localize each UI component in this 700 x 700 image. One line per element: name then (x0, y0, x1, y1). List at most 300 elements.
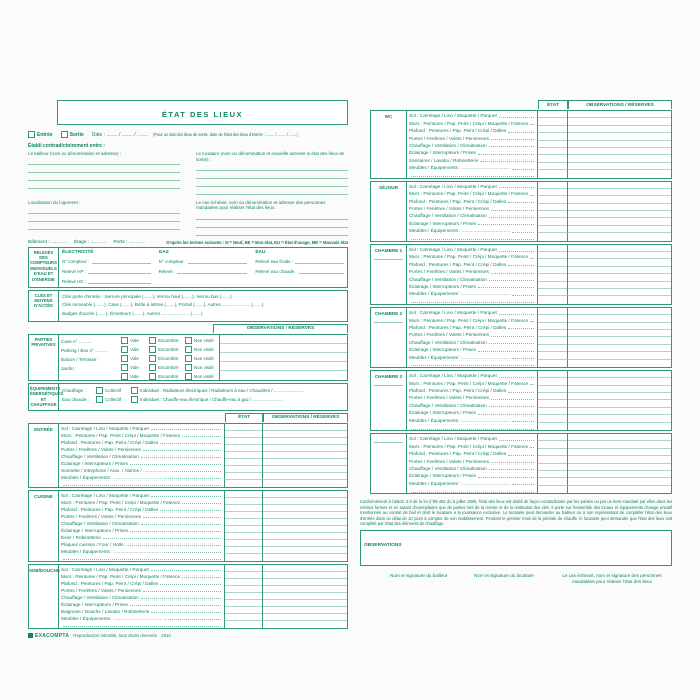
room-row-label: Chauffage / Ventilation / Climatisation (59, 595, 224, 600)
room-row-label (59, 485, 224, 487)
checkbox[interactable] (96, 396, 103, 403)
etat-cell[interactable] (537, 360, 567, 367)
checkbox[interactable] (185, 346, 192, 353)
room-row-label: Plafond : Peintures / Pap. Peint / Crépi / Dalles (59, 581, 224, 586)
checkbox-label: Encombré (158, 364, 179, 370)
entree-label: Entrée (37, 131, 53, 138)
observations-cell[interactable] (219, 361, 347, 371)
room-name: SÉJOUR (379, 184, 398, 190)
meter-field-line[interactable] (92, 257, 151, 265)
checkbox[interactable] (185, 355, 192, 362)
equipment-rows (59, 384, 347, 410)
localisation-line[interactable] (28, 222, 180, 230)
room-row-label: Plafond : Peintures / Pap. Peint / Crépi / Dalles (407, 262, 537, 267)
meter-field-line[interactable] (88, 276, 150, 284)
keys-section (28, 290, 348, 322)
room-row-label: Chauffage / Ventilation / Climatisation (59, 454, 224, 459)
meter-field-line[interactable] (295, 257, 344, 265)
room-row-label: Meubles / Équipements : ..................................... (407, 291, 537, 296)
room-row-label: Éclairage / Interrupteurs / Prises (407, 150, 537, 155)
locataire-block (196, 151, 348, 195)
keys-lines (59, 291, 347, 321)
checkbox-group (131, 396, 283, 403)
room-row-label: Murs : Peintures / Pap. Peint / Crépi / Moquette / Faïence (59, 500, 224, 505)
room-row-blank (407, 170, 671, 177)
sortie-checkbox[interactable] (61, 131, 68, 138)
room-row-label: Sol : Carrelage / Lino / Moquette / Parquet (407, 247, 537, 252)
room-row-blank (407, 233, 671, 240)
checkbox-group (96, 387, 121, 394)
bailleur-label: Le bailleur (nom ou dénomination et adresse) : (28, 151, 122, 156)
room-section (370, 433, 672, 494)
private-areas-rows (59, 335, 347, 380)
form-title-box (57, 100, 348, 125)
room-row-label: Sol : Carrelage / Lino / Moquette / Parquet (59, 567, 224, 572)
room-row-blank (407, 296, 671, 303)
room-label (371, 111, 407, 178)
room-row-label: Sol : Carrelage / Lino / Moquette / Parquet (407, 436, 537, 441)
checkbox-group (121, 355, 149, 362)
checkbox-label: Individuel : Chauffe-eau électrique / Chauffe-eau à gaz / ........................ (140, 396, 283, 402)
checkbox-label: Encombré (158, 355, 179, 361)
observations-cell[interactable] (219, 371, 347, 380)
bailleur-line[interactable] (28, 182, 180, 190)
left-rooms (28, 423, 348, 629)
porte-field[interactable]: Porte : ............ (113, 239, 145, 245)
checkbox-label: Collectif (105, 396, 122, 402)
meter-field-label: N° compteur : (62, 259, 90, 265)
room-row-label: Meubles / Équipements : ..................................... (407, 418, 537, 423)
observations-cell[interactable] (262, 472, 347, 480)
bailleur-block (28, 151, 180, 195)
room-row-label: Chauffage / Ventilation / Climatisation (59, 521, 224, 526)
keys-section-label: CLÉS ET MOYENS D'ACCÈS (29, 291, 59, 321)
checkbox-label: Non visité (194, 364, 214, 370)
checkbox[interactable] (131, 387, 138, 394)
room-row-label: Meubles / Équipements : ..................................... (59, 616, 224, 621)
room-row-label: Chauffage / Ventilation / Climatisation (407, 403, 537, 408)
checkbox[interactable] (149, 337, 156, 344)
room-row-label: Chauffage / Ventilation / Climatisation (407, 277, 537, 282)
checkbox-group (185, 337, 219, 344)
etat-cell[interactable] (537, 486, 567, 493)
condition-legend: D'après les termes suivants : N = Neuf, BE = Bon état, EU = État d'usage, ME = Mauvais état (166, 239, 348, 245)
room-section (370, 244, 672, 305)
meter-column (62, 250, 151, 284)
localisation-label: Localisation du logement : (28, 199, 81, 205)
meter-field-line[interactable] (88, 266, 151, 274)
room-row (407, 478, 671, 485)
room-row-label: Chauffage / Ventilation / Climatisation (407, 466, 537, 471)
private-area-label: Jardin : (61, 365, 77, 371)
room-row (407, 289, 671, 296)
room-row-label (407, 429, 537, 431)
etat-cell[interactable] (537, 423, 567, 430)
bailleur-line[interactable] (28, 174, 180, 182)
room-row-label: Meubles / Équipements : ..................................... (407, 481, 537, 486)
room-row-label: Sol : Carrelage / Lino / Moquette / Parquet (407, 310, 537, 315)
checkbox[interactable] (149, 355, 156, 362)
page-title: ÉTAT DES LIEUX (161, 109, 244, 119)
room-row-label: Éclairage / Interrupteurs / Prises (407, 473, 537, 478)
checkbox-label: Encombré (158, 337, 179, 343)
etabli-label: Établi contradictoirement entre : (28, 143, 105, 149)
room-row-label: Meubles / Équipements : ..................................... (59, 549, 224, 554)
meter-column (159, 250, 248, 284)
room-row-label: Plafond : Peintures / Pap. Peint / Crépi / Dalles (407, 325, 537, 330)
left-table-header (28, 413, 348, 422)
room-section (28, 564, 348, 629)
etat-cell[interactable] (224, 480, 262, 487)
etat-cell[interactable] (537, 477, 567, 485)
building-row (28, 240, 348, 245)
checkbox-group (149, 337, 185, 344)
private-area-label: Balcon / Terrasse : (61, 356, 99, 362)
bailleur-line[interactable] (28, 166, 180, 174)
observations-cell[interactable] (262, 554, 347, 561)
equipment-label: Eau chaude : (62, 396, 90, 402)
observations-column-header: OBSERVATIONS / RÉSERVES (263, 413, 348, 422)
meters-columns (59, 248, 347, 287)
room-rows (407, 182, 671, 241)
room-row-label: Murs : Peintures / Pap. Peint / Crépi / Moquette / Faïence (407, 121, 537, 126)
meter-column (255, 250, 344, 284)
signatures-row (360, 573, 672, 585)
localisation-line[interactable] (28, 206, 180, 214)
observations-cell[interactable] (567, 414, 671, 422)
room-row-label: Chauffage / Ventilation / Climatisation (407, 213, 537, 218)
room-row-label: Portes / Fenêtres / Volets / Persiennes (407, 459, 537, 464)
room-row-label (407, 239, 537, 241)
room-row-label: Éclairage / Interrupteurs / Prises (59, 602, 224, 607)
room-section (370, 307, 672, 368)
observations-cell[interactable] (567, 351, 671, 359)
room-name: WC (384, 114, 393, 119)
meter-field (62, 276, 151, 284)
observations-cell[interactable] (262, 613, 347, 621)
room-section (370, 110, 672, 179)
observations-cell[interactable] (567, 423, 671, 430)
room-row (407, 163, 671, 170)
room-row-label: Portes / Fenêtres / Volets / Persiennes (407, 332, 537, 337)
checkbox-group (185, 346, 219, 353)
footer (28, 633, 348, 639)
checkbox-label: Vide (130, 337, 139, 343)
page-right (360, 100, 672, 639)
room-row-label: Éclairage / Interrupteurs / Prises (407, 284, 537, 289)
batiment-field[interactable]: Bâtiment : ............ (28, 239, 67, 245)
meter-field (255, 266, 344, 274)
room-row-label: Sol : Carrelage / Lino / Moquette / Parquet (407, 113, 537, 118)
observations-cell[interactable] (567, 486, 671, 493)
meter-title: ÉLECTRICITÉ (62, 249, 94, 255)
mandataires-label: Le cas échéant, nom ou dénomination et adresse des personnes mandatées pour réaliser l'état des lieux : (196, 199, 326, 211)
room-row-label: Murs : Peintures / Pap. Peint / Crépi / Moquette / Faïence (407, 318, 537, 323)
room-rows (59, 491, 347, 561)
etage-field[interactable]: Étage : ............ (73, 239, 107, 245)
room-row-label (407, 365, 537, 367)
meter-title: EAU (255, 249, 266, 255)
room-section (28, 423, 348, 488)
room-row-blank (59, 621, 347, 628)
meter-field (159, 266, 248, 274)
etat-column-header: ÉTAT (538, 100, 568, 109)
checkbox-label: Encombré (158, 373, 179, 379)
checkbox-group (121, 364, 149, 371)
checkbox-group (149, 364, 185, 371)
legal-text: Conformément à l'article 3-2 de la loi n°89-462 du 6 juillet 1989, l'état des lieux est établi de façon contradictoire par les parties ou par un tiers mandaté par elles dans les mêmes formes et en autant d'exemplaires que de parties lors de la remise et de la restitution des clés. Il porte sur l'ensemble des locaux et équipements d'usage privatif mentionnés au contrat de bail et dont le locataire a la jouissance exclusive. Le locataire peut demander au bailleur ou à son représentant de compléter l'état des lieux d'entrée dans un délai de 10 jours à compter de son établissement. Pendant le premier mois de la période de chauffe, le locataire peut demander que l'état des lieux soit complété par l'état des éléments de chauffage. (360, 499, 672, 526)
mandataires-line[interactable] (196, 220, 348, 228)
room-row-label: Chauffage / Ventilation / Climatisation (407, 340, 537, 345)
equipment-label: Chauffage : (62, 387, 86, 393)
etat-cell[interactable] (537, 170, 567, 177)
checkbox-group (149, 373, 185, 380)
checkbox-group (185, 364, 219, 371)
room-row-label: Éclairage / Interrupteurs / Prises (407, 347, 537, 352)
room-rows (59, 565, 347, 628)
room-row (407, 352, 671, 359)
room-row-label (59, 559, 224, 561)
checkbox[interactable] (185, 364, 192, 371)
room-row-label (407, 302, 537, 304)
scanned-form (28, 100, 672, 639)
observations-column-header: OBSERVATIONS / RÉSERVES (568, 100, 672, 109)
checkbox-group (121, 373, 149, 380)
observations-cell[interactable] (567, 360, 671, 367)
checkbox[interactable] (185, 337, 192, 344)
observations-cell[interactable] (567, 296, 671, 303)
etat-cell[interactable] (537, 351, 567, 359)
etat-cell[interactable] (537, 296, 567, 303)
room-row-label: Murs : Peintures / Pap. Peint / Crépi / Moquette / Faïence (59, 574, 224, 579)
meter-field (62, 257, 151, 265)
private-area-label: Parking / Box n° .......... (61, 347, 109, 353)
entree-checkbox[interactable] (28, 131, 35, 138)
room-row-label (407, 176, 537, 178)
room-label (371, 308, 407, 367)
room-row-label: Sonnette / Interphone / Auto. / Alarme / ..................... (59, 468, 224, 473)
observations-cell[interactable] (262, 480, 347, 487)
room-row-label: Plafond : Peintures / Pap. Peint / Crépi / Dalles (59, 440, 224, 445)
checkbox-label: Non visité (194, 346, 214, 352)
room-label (371, 371, 407, 430)
etat-cell[interactable] (537, 233, 567, 240)
header-spacer (370, 100, 538, 109)
room-row-label: Sanitaires / Lavabo / Robinetterie (407, 158, 537, 163)
room-name-line[interactable] (374, 317, 403, 323)
etat-column-header: ÉTAT (225, 413, 263, 422)
etat-cell[interactable] (537, 414, 567, 422)
room-row-label: Murs : Peintures / Pap. Peint / Crépi / Moquette / Faïence (407, 254, 537, 259)
checkbox[interactable] (131, 396, 138, 403)
bailleur-signature-label: Nom et signature du bailleur (390, 573, 448, 579)
parties-identification (28, 151, 348, 195)
observations-cell[interactable] (262, 621, 347, 628)
checkbox-group (185, 373, 219, 380)
equipment-row (62, 395, 344, 404)
meter-field-line[interactable] (188, 257, 247, 265)
locataire-line[interactable] (196, 163, 348, 171)
checkbox[interactable] (121, 364, 128, 371)
exit-date-note: (Pour un état des lieux de sortie, date de l'état des lieux d'entrée : ........ / ........ / ........) (153, 132, 299, 137)
room-name: CHAMBRE 3 (374, 373, 403, 379)
meter-field (255, 257, 344, 265)
checkbox-group (96, 396, 121, 403)
mandataires-line[interactable] (196, 212, 348, 220)
meter-field-label: N° compteur : (158, 259, 187, 265)
locataire-line[interactable] (196, 187, 348, 195)
room-row-blank (407, 360, 671, 367)
mandataires-signature-label: Le cas échéant, nom et signature des personnes mandatées pour réaliser l'état des lieux (562, 573, 662, 585)
room-row-label: Murs : Peintures / Pap. Peint / Crépi / Moquette / Faïence (407, 191, 537, 196)
meters-section-label: RELEVÉS DES COMPTEURS INDIVIDUELS D'EAU ET D'ÉNERGIE (29, 248, 59, 287)
checkbox-label: Non visité (194, 373, 214, 379)
observations-cell[interactable] (262, 546, 347, 554)
checkbox[interactable] (121, 346, 128, 353)
etat-cell[interactable] (537, 225, 567, 233)
entry-type-row (28, 131, 348, 138)
room-section (370, 370, 672, 431)
checkbox[interactable] (121, 355, 128, 362)
room-row-label: Sol : Carrelage / Lino / Moquette / Parquet (59, 426, 224, 431)
checkbox[interactable] (149, 346, 156, 353)
room-label (371, 245, 407, 304)
right-rooms (370, 110, 672, 494)
room-section (28, 490, 348, 562)
observations-cell[interactable] (567, 225, 671, 233)
locataire-label: Le locataire (nom ou dénomination et nouvelle adresse si état des lieux de sortie) : (196, 151, 345, 162)
bailleur-line[interactable] (28, 158, 180, 166)
room-row-label (59, 626, 224, 628)
room-label (371, 182, 407, 241)
room-row (59, 547, 347, 554)
room-label (29, 424, 59, 487)
observations-cell[interactable] (567, 477, 671, 485)
room-label (29, 565, 59, 628)
equipment-section-label: ÉQUIPEMENTS ÉNERGÉTIQUES ET CHAUFFAGE (29, 384, 59, 410)
location-mandataires (28, 200, 348, 236)
room-name-line[interactable] (374, 254, 403, 260)
meter-field-label: Relevé HC : (62, 278, 87, 284)
etat-cell[interactable] (224, 621, 262, 628)
meter-field-line[interactable] (299, 266, 344, 274)
footer-notice: Reproduction interdite, tous droits réservés (73, 633, 157, 639)
room-row-label: Meubles / Équipements : ..................................... (407, 355, 537, 360)
room-row-label: Portes / Fenêtres / Volets / Persiennes (407, 136, 537, 141)
checkbox-group (185, 355, 219, 362)
private-area-label: Cave n° .......... (61, 338, 92, 344)
checkbox[interactable] (96, 387, 103, 394)
checkbox[interactable] (121, 337, 128, 344)
room-rows (59, 424, 347, 487)
room-row-label: Meubles / Équipements : ..................................... (407, 165, 537, 170)
etat-cell[interactable] (224, 554, 262, 561)
room-label (29, 491, 59, 561)
room-row-label: Plaques cuisson / Four / Hotte (59, 542, 224, 547)
meter-field-label: Relevé HP : (62, 268, 86, 274)
checkbox-label: Collectif (105, 387, 122, 393)
checkbox-group (131, 387, 304, 394)
room-row-label: Portes / Fenêtres / Volets / Persiennes (407, 395, 537, 400)
room-rows (407, 308, 671, 367)
private-area-row (59, 371, 347, 380)
checkbox-group (121, 346, 149, 353)
etat-cell[interactable] (224, 546, 262, 554)
room-row-blank (59, 480, 347, 487)
room-row-label: Murs : Peintures / Pap. Peint / Crépi / Moquette / Faïence (407, 381, 537, 386)
room-name-line[interactable] (374, 380, 403, 386)
private-areas-section (28, 334, 348, 381)
mandataires-line[interactable] (196, 228, 348, 236)
room-row-label: Éclairage / Interrupteurs / Prises (59, 461, 224, 466)
room-row-label: Éclairage / Interrupteurs / Prises (59, 528, 224, 533)
keys-line: Clés porte d'entrée : Serrure principale (.......), Verrou haut (.......), Verrou bas (.......) (62, 293, 232, 299)
date-field[interactable]: Date : ........ / ........ / ........ (91, 131, 149, 138)
mandataires-block (196, 200, 348, 236)
checkbox-label: Vide (130, 373, 139, 379)
room-row-label: Éclairage / Interrupteurs / Prises (407, 410, 537, 415)
checkbox-group (149, 346, 185, 353)
etat-cell[interactable] (224, 472, 262, 480)
etat-cell[interactable] (537, 288, 567, 296)
room-row-label: Portes / Fenêtres / Volets / Persiennes (59, 447, 224, 452)
checkbox-label: Vide (130, 364, 139, 370)
room-rows (407, 111, 671, 178)
etat-cell[interactable] (537, 162, 567, 170)
right-table-header (370, 100, 672, 109)
keys-line: Clés immeuble (.......), Cave (.......), Boîte à lettres (.......), Portail (.......), Autres ...................... (.......) (62, 302, 264, 308)
room-rows (407, 434, 671, 493)
room-row (59, 473, 347, 480)
equipment-section (28, 383, 348, 411)
locataire-line[interactable] (196, 171, 348, 179)
checkbox[interactable] (149, 373, 156, 380)
room-row-label: Meubles / Équipements : ..................................... (59, 475, 224, 480)
room-row-label: Meubles / Équipements : ..................................... (407, 228, 537, 233)
footer-brand: EXACOMPTA (35, 632, 70, 639)
meters-section (28, 247, 348, 288)
room-name: CUISINE (34, 493, 53, 499)
checkbox[interactable] (121, 373, 128, 380)
checkbox[interactable] (185, 373, 192, 380)
checkbox-label: Individuel : Radiateurs électriques / Radiateurs à eau / Chaudière / ........................ (140, 387, 304, 393)
meter-field-line[interactable] (177, 266, 247, 274)
locataire-line[interactable] (196, 179, 348, 187)
meter-field-label: Relevé eau chaude : (255, 268, 297, 274)
etat-cell[interactable] (224, 613, 262, 621)
checkbox[interactable] (149, 364, 156, 371)
room-name: ENTRÉE (34, 426, 53, 432)
room-row-label: Portes / Fenêtres / Volets / Persiennes (59, 514, 224, 519)
room-name: CHAMBRE 2 (374, 310, 403, 316)
checkbox-label: Vide (130, 355, 139, 361)
room-row-label (407, 492, 537, 494)
observations-box-label: OBSERVATIONS (364, 543, 402, 549)
observations-cell[interactable] (567, 233, 671, 240)
room-label (371, 434, 407, 493)
room-row-label: Murs : Peintures / Pap. Peint / Crépi / Moquette / Faïence (59, 433, 224, 438)
observations-box[interactable] (360, 530, 672, 566)
observations-cell[interactable] (567, 162, 671, 170)
localisation-line[interactable] (28, 214, 180, 222)
room-row-label: Plafond : Peintures / Pap. Peint / Crépi / Dalles (407, 199, 537, 204)
room-name-line[interactable] (374, 437, 403, 443)
room-row-label: Sol : Carrelage / Lino / Moquette / Parquet (407, 373, 537, 378)
checkbox-label: Non visité (194, 337, 214, 343)
observations-cell[interactable] (567, 170, 671, 177)
observations-cell[interactable] (567, 288, 671, 296)
room-rows (407, 371, 671, 430)
